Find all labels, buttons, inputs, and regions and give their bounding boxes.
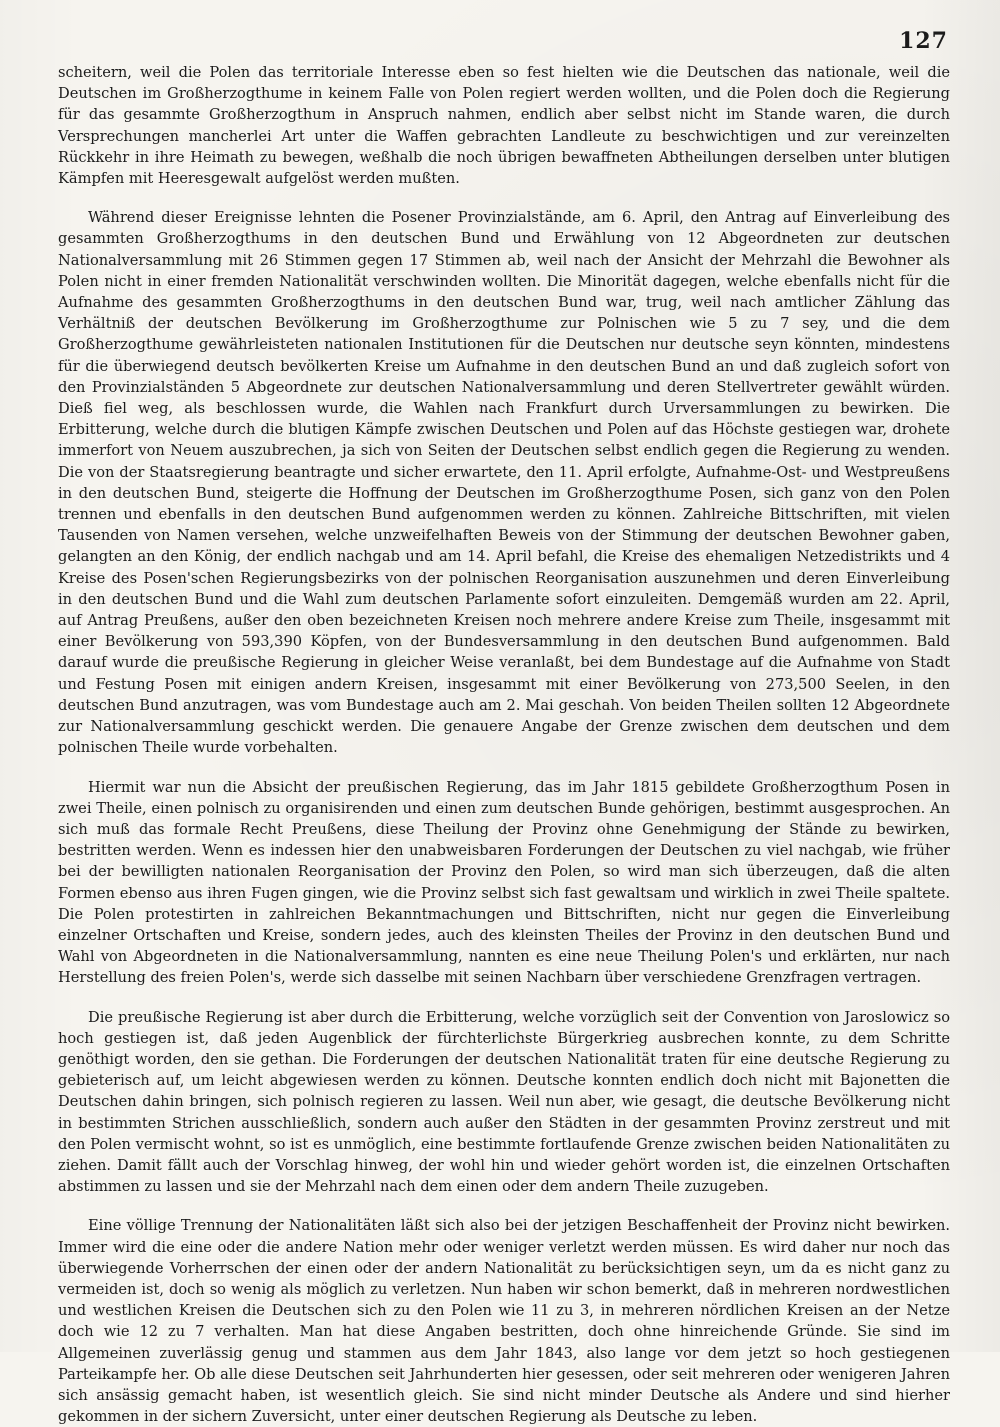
paragraph: Während dieser Ereignisse lehnten die Posener Provinzialstände, am 6. April, den Antrag auf Einverleibung des gesammten Großherzogthums in den deutschen Bund und Erwählung von 12 Abgeordneten zur deutschen Nationalversammlung mit 26 Stimmen gegen 17 Stimmen ab, weil nach der Ansicht der Mehrzahl die Bewohner als Polen nicht in einer fremden Nationalität verschwinden wollten. Die Minorität dagegen, welche ebenfalls nicht für die Aufnahme des gesammten Großherzogthums in den deutschen Bund war, trug, weil nach amtlicher Zählung das Verhältniß der deutschen Bevölkerung im Großherzogthume zur Polnischen wie 5 zu 7 sey, und die dem Großherzogthume gewährleisteten nationalen Institutionen für die Deutschen nur deutsche seyn könnten, mindestens für die überwiegend deutsch bevölkerten Kreise um Aufnahme in den deutschen Bund an und daß zugleich sofort von den Provinzialständen 5 Abgeordnete zur deutschen Nationalversammlung und deren Stellvertreter gewählt würden. Dieß fiel weg, als beschlossen wurde, die Wahlen nach Frankfurt durch Urversammlungen zu bewirken. Die Erbitterung, welche durch die blutigen Kämpfe zwischen Deutschen und Polen auf das Höchste gestiegen war, drohete immerfort von Neuem auszubrechen, ja sich von Seiten der Deutschen selbst endlich gegen die Regierung zu wenden. Die von der Staatsregierung beantragte und sicher erwartete, den 11. April erfolgte, Aufnahme-Ost- und Westpreußens in den deutschen Bund, steigerte die Hoffnung der Deutschen im Großherzogthume Posen, sich ganz von den Polen trennen und ebenfalls in den deutschen Bund aufgenommen werden zu können. Zahlreiche Bittschriften, mit vielen Tausenden von Namen versehen, welche unzweifelhaften Beweis von der Stimmung der deutschen Bewohner gaben, gelangten an den König, der endlich nachgab und am 14. April befahl, die Kreise des ehemaligen Netzedistrikts und 4 Kreise des Posen'schen Regierungsbezirks von der polnischen Reorganisation auszunehmen und deren Einverleibung in den deutschen Bund und die Wahl zum deutschen Parlamente sofort einzuleiten. Demgemäß wurden am 22. April, auf Antrag Preußens, außer den oben bezeichneten Kreisen noch mehrere andere Kreise zum Theile, insgesammt mit einer Bevölkerung von 593,390 Köpfen, von der Bundesversammlung in den deutschen Bund aufgenommen. Bald darauf wurde die preußische Regierung in gleicher Weise veranlaßt, bei dem Bundestage auf die Aufnahme von Stadt und Festung Posen mit einigen andern Kreisen, insgesammt mit einer Bevölkerung von 273,500 Seelen, in den deutschen Bund anzutragen, was vom Bundestage auch am 2. Mai geschah. Von beiden Theilen sollten 12 Abgeordnete zur Nationalversammlung geschickt werden. Die genauere Angabe der Grenze zwischen dem deutschen und dem polnischen Theile wurde vorbehalten. bbox=[58, 209, 950, 757]
paragraph: scheitern, weil die Polen das territoriale Interesse eben so fest hielten wie die Deutschen das nationale, weil die Deutschen im Großherzogthume in keinem Falle von Polen regiert werden wollten, und die Polen doch die Regierung für das gesammte Großherzogthum in Anspruch nahmen, endlich aber selbst nicht im Stande waren, die durch Versprechungen mancherlei Art unter die Waffen gebrachten Landleute zu beschwichtigen und zur vereinzelten Rückkehr in ihre Heimath zu bewegen, weßhalb die noch übrigen bewaffneten Abtheilungen derselben unter blutigen Kämpfen mit Heeresgewalt aufgelöst werden mußten. bbox=[58, 64, 950, 188]
page-number: 127 bbox=[899, 28, 948, 54]
paragraph: Die preußische Regierung ist aber durch die Erbitterung, welche vorzüglich seit der Convention von Jaroslowicz so hoch gestiegen ist, daß jeden Augenblick der fürchterlichste Bürgerkrieg ausbrechen konnte, zu dem Schritte genöthigt worden, den sie gethan. Die Forderungen der deutschen Nationalität traten für eine deutsche Regierung zu gebieterisch auf, um leicht abgewiesen werden zu können. Deutsche konnten endlich doch nicht mit Bajonetten die Deutschen dahin bringen, sich polnisch regieren zu lassen. Weil nun aber, wie gesagt, die deutsche Bevölkerung nicht in bestimmten Strichen ausschließlich, sondern auch außer den Städten in der gesammten Provinz zerstreut und mit den Polen vermischt wohnt, so ist es unmöglich, eine bestimmte fortlaufende Grenze zwischen beiden Nationalitäten zu ziehen. Damit fällt auch der Vorschlag hinweg, der wohl hin und wieder gehört worden ist, die einzelnen Ortschaften abstimmen zu lassen und sie der Mehrzahl nach dem einen oder dem andern Theile zuzugeben. bbox=[58, 1008, 950, 1196]
paragraph: Eine völlige Trennung der Nationalitäten läßt sich also bei der jetzigen Beschaffenheit der Provinz nicht bewirken. Immer wird die eine oder die andere Nation mehr oder weniger verletzt werden müssen. Es wird daher nur noch das überwiegende Vorherrschen der einen oder der andern Nationalität zu berücksichtigen seyn, um da es nicht ganz zu vermeiden ist, doch so wenig als möglich zu verletzen. Nun haben wir schon bemerkt, daß in mehreren nordwestlichen und westlichen Kreisen die Deutschen sich zu den Polen wie 11 zu 3, in mehreren nördlichen Kreisen an der Netze doch wie 12 zu 7 verhalten. Man hat diese Angaben bestritten, doch ohne hinreichende Gründe. Sie sind im Allgemeinen zuverlässig genug und stammen aus dem Jahr 1843, also lange vor dem jetzt so hoch gestiegenen Parteikampfe her. Ob alle diese Deutschen seit Jahrhunderten hier gesessen, oder seit mehreren oder wenigeren Jahren sich ansässig gemacht haben, ist wesentlich gleich. Sie sind nicht minder Deutsche als Andere und sind hierher gekommen in der sichern Zuversicht, unter einer deutschen Regierung als Deutsche zu leben. bbox=[58, 1217, 950, 1426]
body-text bbox=[58, 62, 950, 1427]
paragraph: Hiermit war nun die Absicht der preußischen Regierung, das im Jahr 1815 gebildete Großherzogthum Posen in zwei Theile, einen polnisch zu organisirenden und einen zum deutschen Bunde gehörigen, bestimmt ausgesprochen. An sich muß das formale Recht Preußens, diese Theilung der Provinz ohne Genehmigung der Stände zu bewirken, bestritten werden. Wenn es indessen hier den unabweisbaren Forderungen der Deutschen zu viel nachgab, wie früher bei der bewilligten nationalen Reorganisation der Provinz den Polen, so wird man sich überzeugen, daß die alten Formen ebenso aus ihren Fugen gingen, wie die Provinz selbst sich fast gewaltsam und wirklich in zwei Theile spaltete. Die Polen protestirten in zahlreichen Bekanntmachungen und Bittschriften, nicht nur gegen die Einverleibung einzelner Ortschaften und Kreise, sondern jedes, auch des kleinsten Theiles der Provinz in den deutschen Bund und Wahl von Abgeordneten in die Nationalversammlung, nannten es eine neue Theilung Polen's und erklärten, nur nach Herstellung des freien Polen's, werde sich dasselbe mit seinen Nachbarn über verschiedene Grenzfragen vertragen. bbox=[58, 778, 950, 987]
